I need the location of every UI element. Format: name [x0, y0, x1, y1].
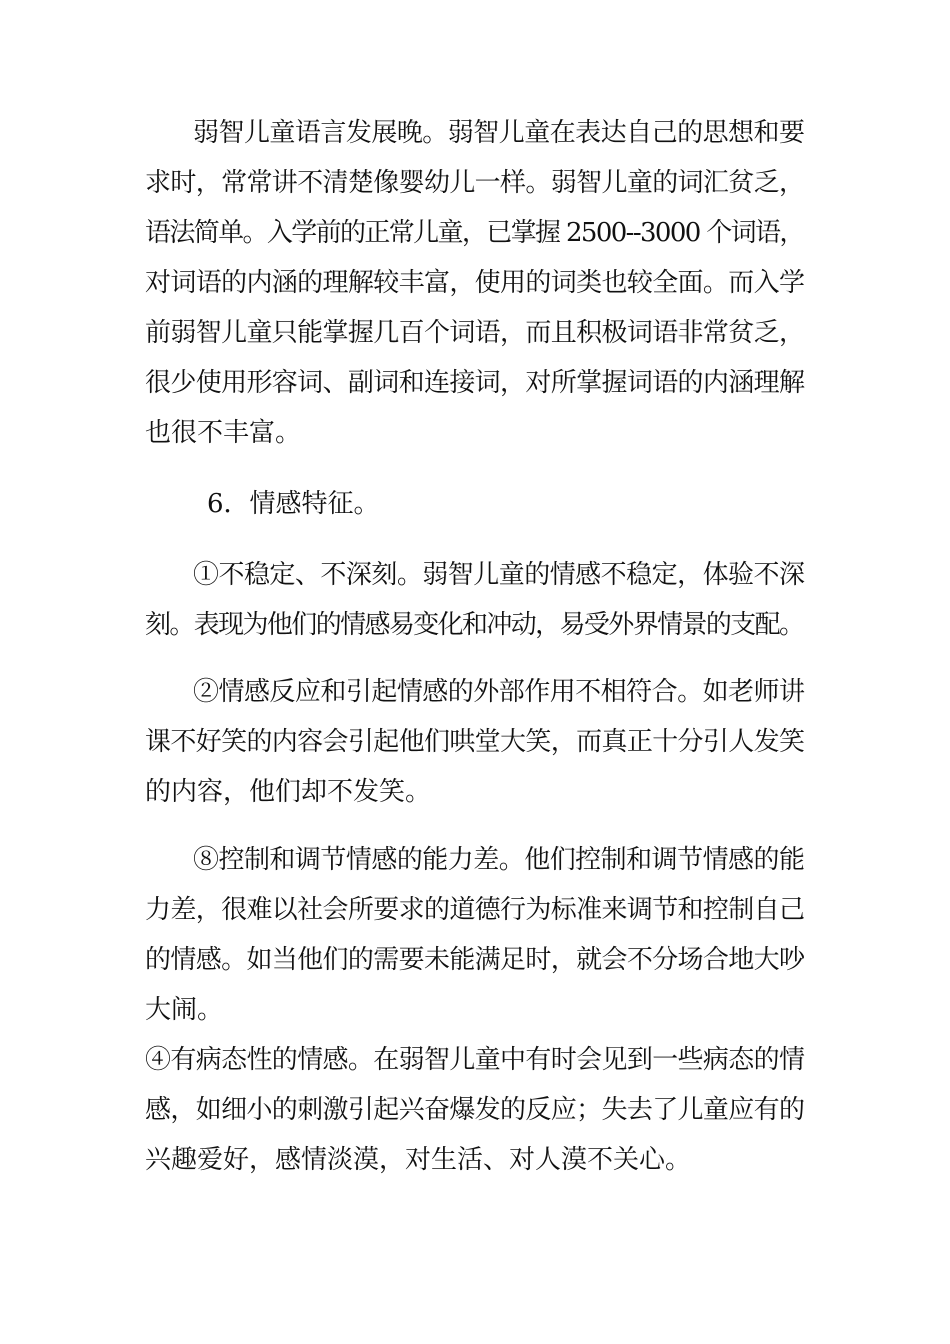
text-line: 的内容，他们却不发笑。 [145, 777, 432, 807]
text-line: 很少使用形容词、副词和连接词，对所掌握词语的内涵理解 [145, 368, 805, 398]
text-line: 弱智儿童语言发展晚。弱智儿童在表达自己的思想和要 [193, 118, 805, 148]
text-line: 语法简单。入学前的正常儿童，已掌握 2500--3000 个词语， [145, 218, 804, 248]
text-line: ①不稳定、不深刻。弱智儿童的情感不稳定，体验不深 [193, 560, 805, 590]
text-line: ②情感反应和引起情感的外部作用不相符合。如老师讲 [193, 677, 805, 707]
text-line: 前弱智儿童只能掌握几百个词语，而且积极词语非常贫乏， [145, 318, 805, 348]
section-heading: 6．情感特征。 [207, 489, 380, 519]
text-line: 求时，常常讲不清楚像婴幼儿一样。弱智儿童的词汇贫乏， [145, 168, 805, 198]
text-line: 也很不丰富。 [145, 418, 302, 448]
text-line: 大闹。 [145, 995, 224, 1025]
text-line: 刻。表现为他们的情感易变化和冲动，易受外界情景的支配。 [145, 610, 804, 640]
text-line: 的情感。如当他们的需要未能满足时，就会不分场合地大吵 [145, 945, 805, 975]
text-line: 对词语的内涵的理解较丰富，使用的词类也较全面。而入学 [145, 268, 805, 298]
text-line: 兴趣爱好，感情淡漠，对生活、对人漠不关心。 [145, 1145, 692, 1175]
text-line: 力差，很难以社会所要求的道德行为标准来调节和控制自己 [145, 895, 805, 925]
text-line: 课不好笑的内容会引起他们哄堂大笑，而真正十分引人发笑 [145, 727, 805, 757]
text-line: ⑧控制和调节情感的能力差。他们控制和调节情感的能 [193, 845, 805, 875]
text-line: 感，如细小的刺激引起兴奋爆发的反应；失去了儿童应有的 [145, 1095, 805, 1125]
text-line: ④有病态性的情感。在弱智儿童中有时会见到一些病态的情 [145, 1045, 805, 1075]
